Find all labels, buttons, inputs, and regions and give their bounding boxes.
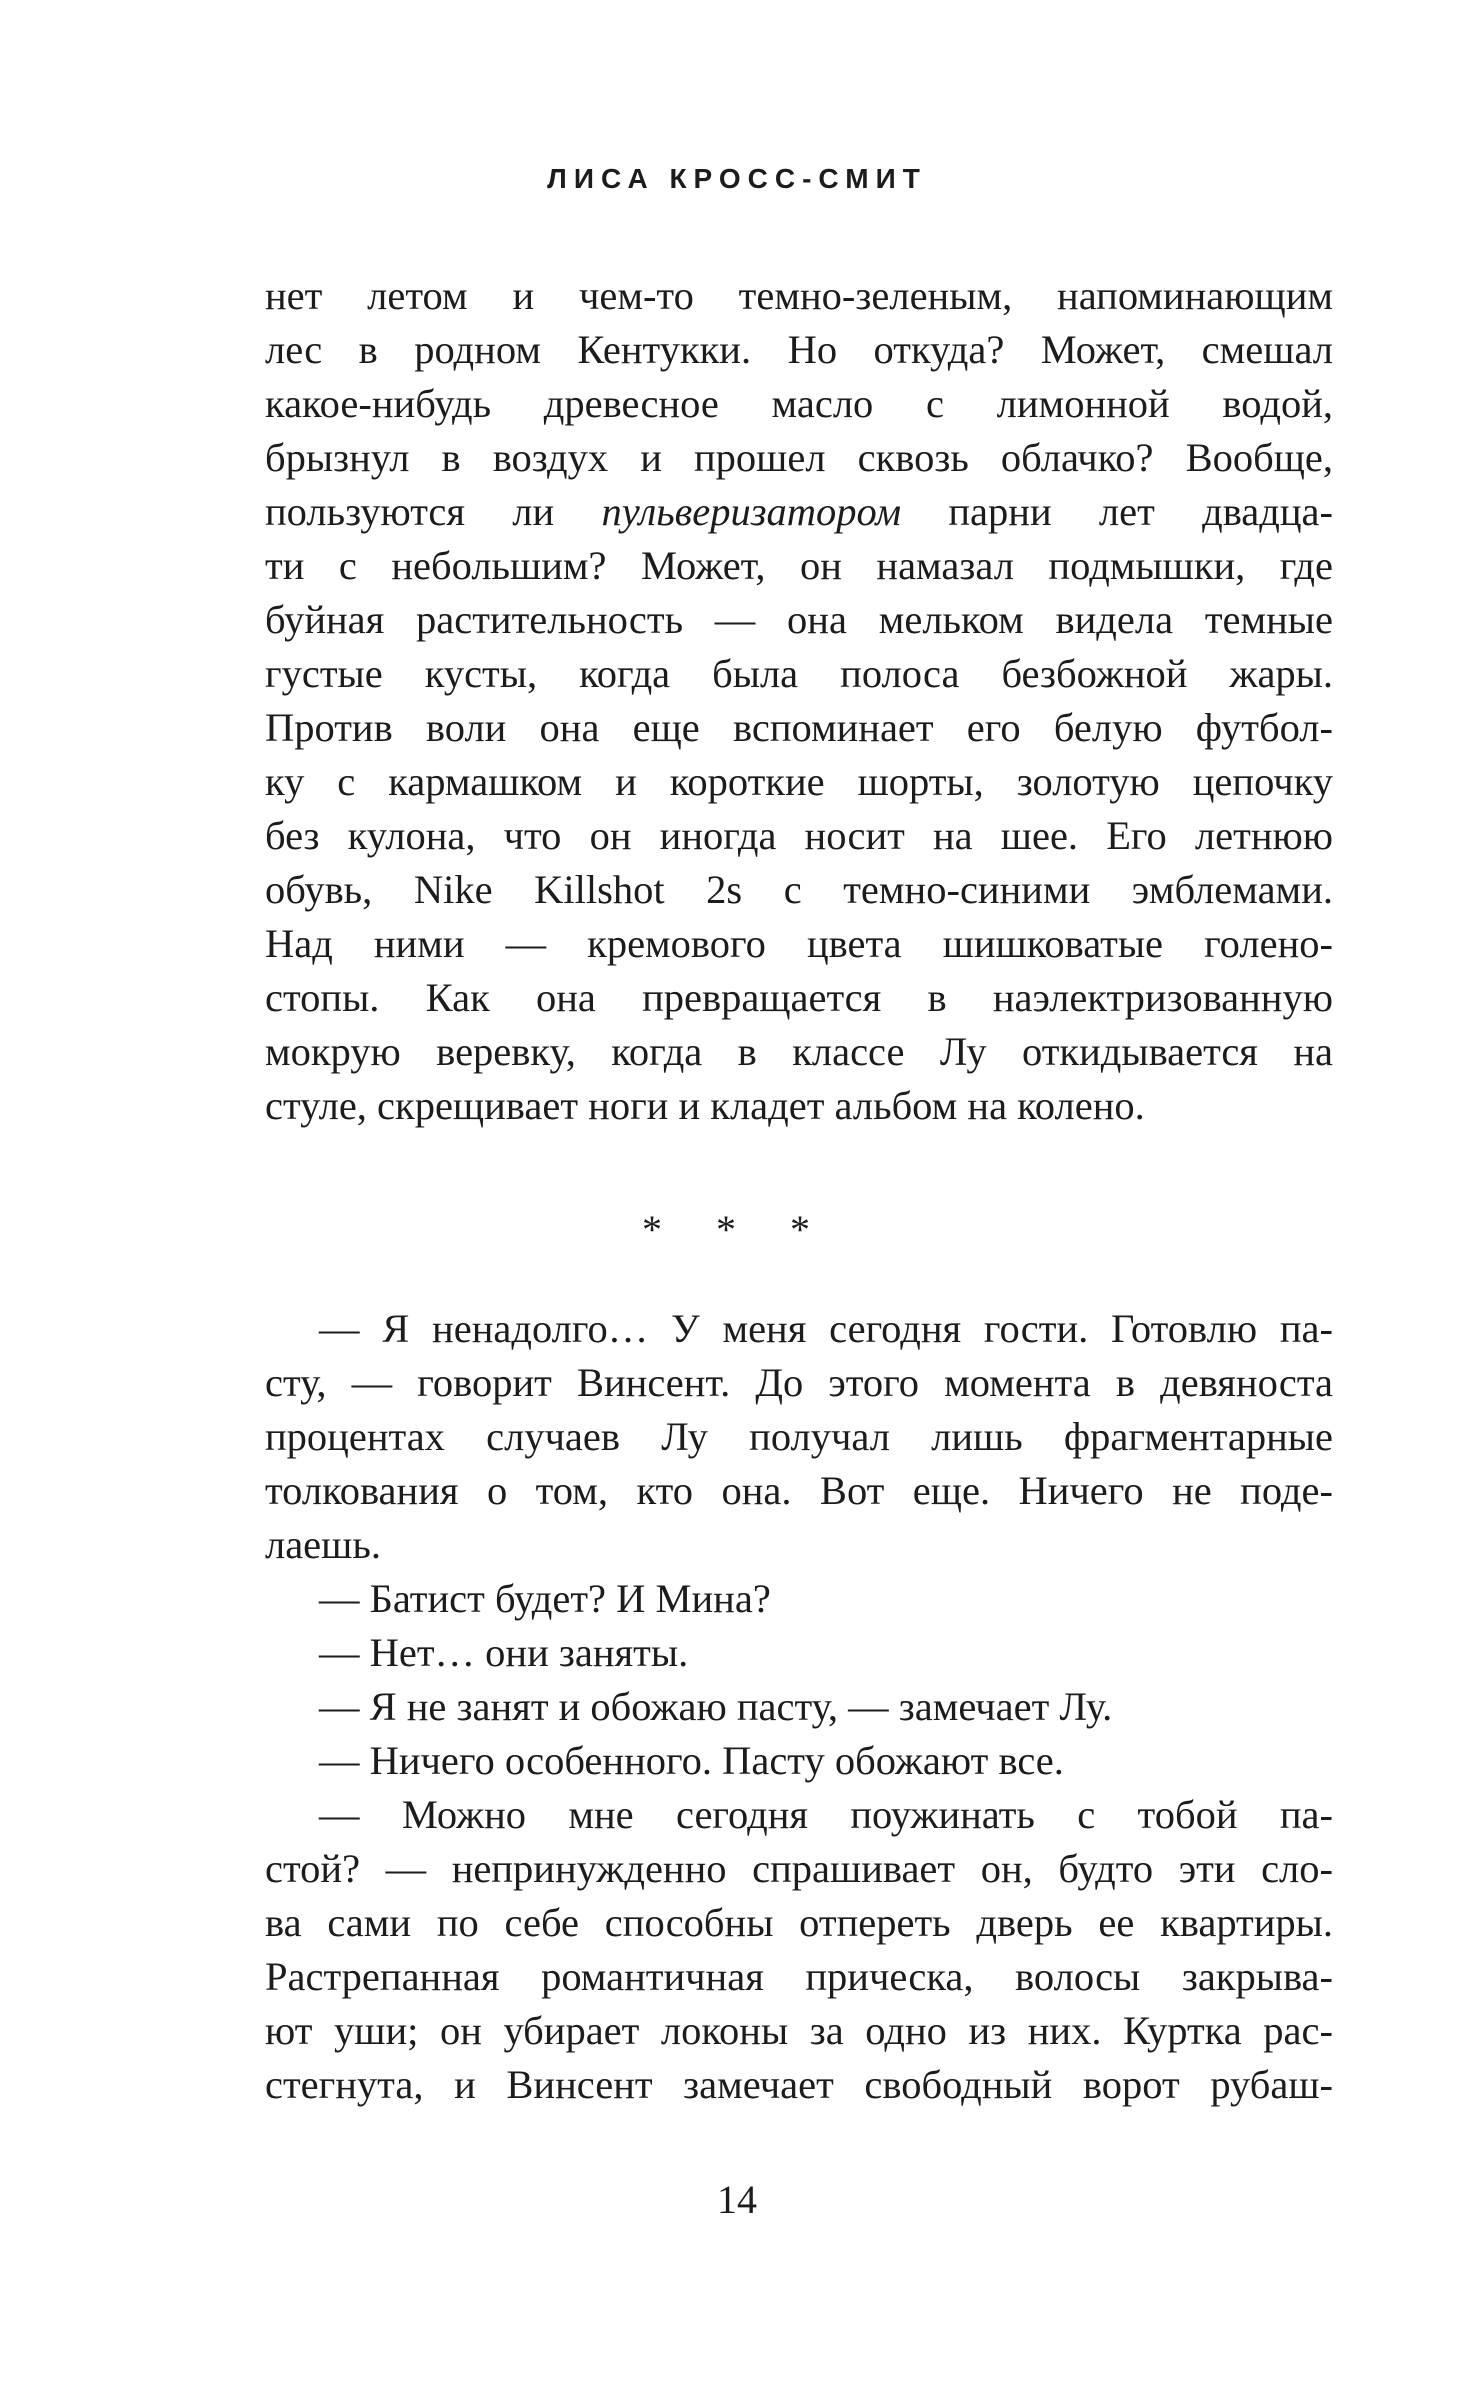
- text-line-with-italic: [265, 485, 1333, 539]
- text-line: лес в родном Кентукки. Но откуда? Может, смешал: [265, 327, 1333, 372]
- text-line: — Я не занят и обожаю пасту, — замечает Лу.: [319, 1684, 1113, 1729]
- section-separator: * * *: [642, 1207, 832, 1252]
- text-line: густые кусты, когда была полоса безбожной жары.: [265, 651, 1333, 696]
- text-line: брызнул в воздух и прошел сквозь облачко? Вообще,: [265, 435, 1333, 480]
- text-line: стуле, скрещивает ноги и кладет альбом на колено.: [265, 1083, 1145, 1128]
- text-line: — Можно мне сегодня поужинать с тобой па-: [319, 1792, 1333, 1837]
- text-line: стегнута, и Винсент замечает свободный ворот рубаш-: [265, 2062, 1333, 2107]
- text-line: процентах случаев Лу получал лишь фрагментарные: [265, 1414, 1333, 1459]
- text-line: стой? — непринужденно спрашивает он, будто эти сло-: [265, 1846, 1333, 1891]
- running-head: ЛИСА КРОСС-СМИТ: [547, 163, 927, 194]
- text-line: буйная растительность — она мельком видела темные: [265, 597, 1333, 642]
- italic-word: пульверизатором: [601, 489, 902, 534]
- text-line: без кулона, что он иногда носит на шее. Его летнюю: [265, 813, 1333, 858]
- text-line: — Я ненадолго… У меня сегодня гости. Готовлю па-: [319, 1306, 1333, 1351]
- text-line: лаешь.: [265, 1522, 381, 1567]
- text-line: Над ними — кремового цвета шишковатые голено-: [265, 921, 1333, 966]
- paragraph-top: [265, 269, 1333, 1133]
- text-segment: парни лет двадца-: [901, 489, 1334, 534]
- text-line: ва сами по себе способны отпереть дверь ее квартиры.: [265, 1900, 1333, 1945]
- text-segment: пользуются ли: [265, 489, 602, 534]
- text-line: сту, — говорит Винсент. До этого момента в девяноста: [265, 1360, 1333, 1405]
- text-line: нет летом и чем-то темно-зеленым, напоминающим: [265, 273, 1333, 318]
- text-line: — Ничего особенного. Пасту обожают все.: [319, 1738, 1064, 1783]
- text-line: толкования о том, кто она. Вот еще. Ничего не поде-: [265, 1468, 1333, 1513]
- text-line: какое-нибудь древесное масло с лимонной водой,: [265, 381, 1333, 426]
- text-line: ку с кармашком и короткие шорты, золотую цепочку: [265, 759, 1333, 804]
- text-line: Растрепанная романтичная прическа, волосы закрыва-: [265, 1954, 1333, 1999]
- text-line: — Батист будет? И Мина?: [319, 1576, 771, 1621]
- page-number: 14: [717, 2177, 757, 2222]
- text-line: — Нет… они заняты.: [319, 1630, 689, 1675]
- text-line: ют уши; он убирает локоны за одно из них. Куртка рас-: [265, 2008, 1333, 2053]
- text-line: стопы. Как она превращается в наэлектризованную: [265, 975, 1333, 1020]
- text-line: ти с небольшим? Может, он намазал подмышки, где: [265, 543, 1333, 588]
- dialogue-block: [265, 1302, 1333, 2112]
- text-line: мокрую веревку, когда в классе Лу откидывается на: [265, 1029, 1333, 1074]
- text-line: обувь, Nike Killshot 2s с темно-синими эмблемами.: [265, 867, 1333, 912]
- text-line: Против воли она еще вспоминает его белую футбол-: [265, 705, 1333, 750]
